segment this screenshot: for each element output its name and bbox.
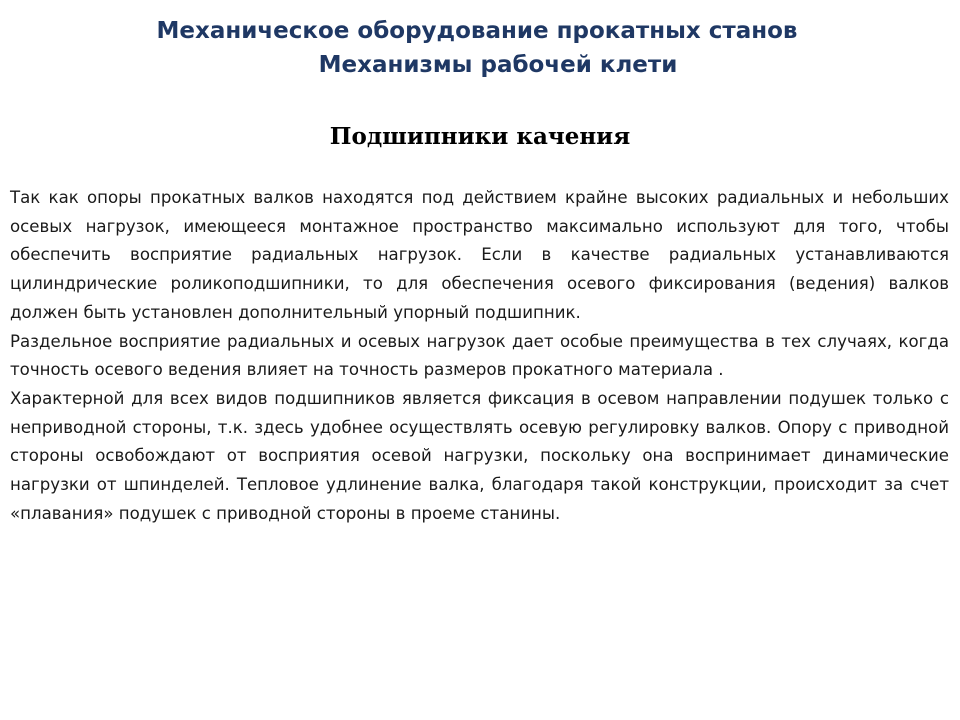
header-title-line-2: Механизмы рабочей клети (318, 52, 678, 78)
paragraph-2: Раздельное восприятие радиальных и осевых нагрузок дает особые преимущества в тех случаях, когда точность осевого ведения влияет на точность размеров прокатного материала . (10, 331, 949, 380)
section-title: Подшипники качения (329, 123, 631, 150)
body-text (10, 184, 949, 528)
paragraph-3: Характерной для всех видов подшипников является фиксация в осевом направлении подушек только с неприводной стороны, т.к. здесь удобнее осуществлять осевую регулировку валков. Опору с приводной стороны освобождают от восприятия осевой нагрузки, поскольку она воспринимает динамические нагрузки от шпинделей. Тепловое удлинение валка, благодаря такой конструкции, происходит за счет «плавания» подушек с приводной стороны в проеме станины. (10, 388, 949, 523)
paragraph-1: Так как опоры прокатных валков находятся под действием крайне высоких радиальных и небольших осевых нагрузок, имеющееся монтажное пространство максимально используют для того, чтобы обеспечить восприятие радиальных нагрузок. Если в качестве радиальных устанавливаются цилиндрические роликоподшипники, то для обеспечения осевого фиксирования (ведения) валков должен быть установлен дополнительный упорный подшипник. (10, 188, 949, 322)
header-title-line-1: Механическое оборудование прокатных станов (156, 18, 798, 44)
slide-header (0, 14, 960, 82)
